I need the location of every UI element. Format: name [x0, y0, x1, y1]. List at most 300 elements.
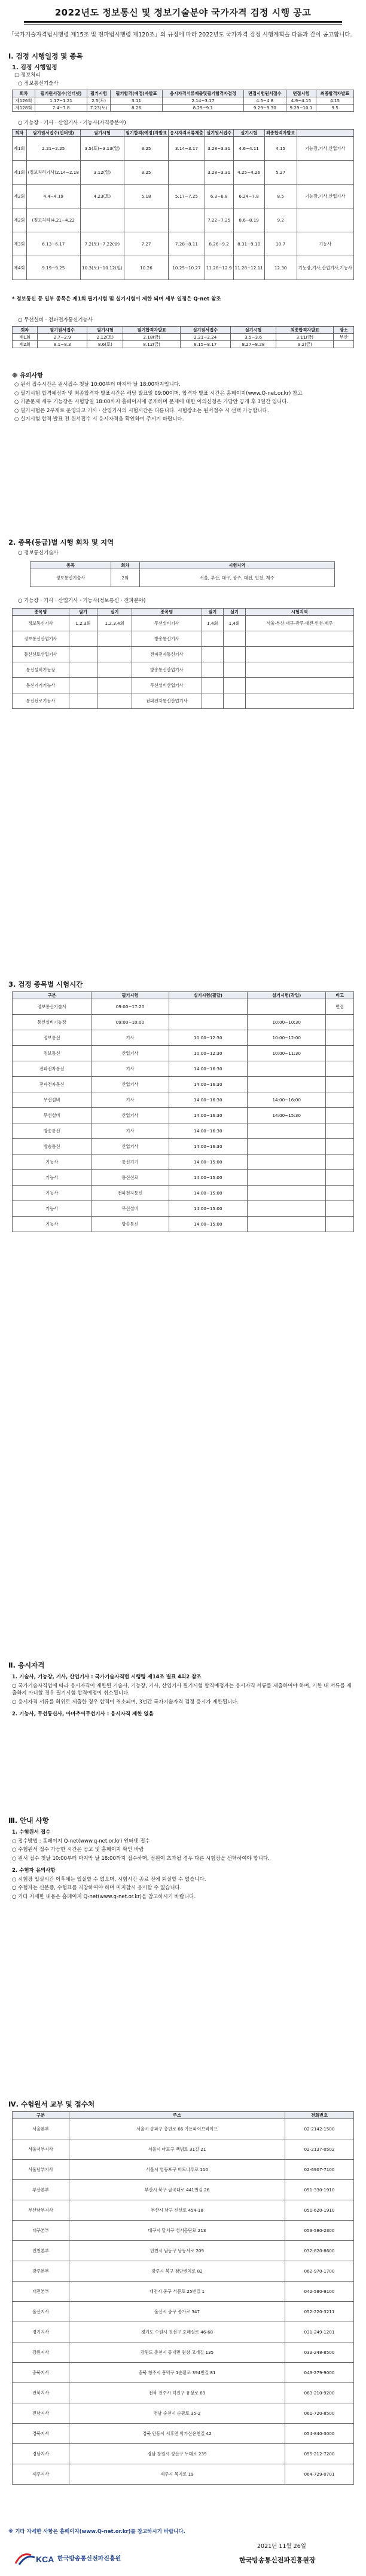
section-2-heading: 2. 종목(등급)별 시행 회차 및 지역 — [8, 538, 114, 546]
cell: 무선설비 — [13, 1108, 92, 1123]
list-item: ○ 필기시험 합격예정자 및 최종합격자 발표시간은 해당 발표일 09:00이며, 합격자 발표 시간은 홈페이지(www.Q-net.or.kr) 참고 — [14, 390, 303, 397]
regions-table-2 — [12, 608, 354, 709]
table-row — [13, 2464, 354, 2485]
cell: 정보통신산업기사 — [13, 631, 69, 647]
th: 필기합격(예정)자발표 — [111, 90, 163, 97]
table-row — [13, 2221, 354, 2241]
th: 회차 — [13, 90, 35, 97]
cell: 서울, 부산, 대구, 광주, 대전, 인천, 제주 — [139, 569, 334, 587]
cell: 9.29~10.1 — [286, 105, 316, 112]
cell: 2.7~2.9 — [37, 334, 87, 341]
cell — [169, 1015, 247, 1030]
infoproc-label: □ 정보처리 — [14, 72, 41, 78]
cell: 전파전자통신기사 — [132, 647, 202, 662]
cell: 제1회 — [13, 161, 27, 185]
table-row — [13, 341, 354, 348]
cell: 10:00~12:00 — [248, 1030, 326, 1046]
guide-detail: ○ 수험원서 접수 가능한 시간은 공고 및 홈페이지 확인 바람 — [12, 1847, 144, 1853]
table-row — [13, 662, 354, 678]
cell — [97, 662, 132, 678]
cell: 5.17~7.25 — [169, 185, 205, 208]
table-row — [13, 2342, 354, 2363]
cell — [202, 647, 224, 662]
cell: 8.29~9.1 — [162, 105, 243, 112]
kca-logo-icon — [13, 2549, 55, 2566]
cell: 6.13~6.17 — [26, 232, 81, 256]
cell — [326, 1046, 354, 1061]
cell — [326, 1186, 354, 1201]
section-5-heading: Ⅲ. 안내 사항 — [8, 1816, 49, 1825]
cell: 기능장,기사,산업기사,기능사 — [297, 256, 353, 280]
th: 필기시험 — [87, 90, 110, 97]
cell: 11.28~12.11 — [233, 256, 264, 280]
cell: 7.27 — [124, 232, 168, 256]
cell — [326, 1123, 354, 1139]
table-row — [13, 1139, 354, 1155]
table-row — [13, 185, 354, 208]
list-item: ○ 원서 접수시간은 원서접수 첫날 10:00부터 마지막 날 18:00까지입니다. — [14, 382, 181, 388]
th: 실기 — [224, 609, 246, 616]
cell: 전파전자통신 — [13, 1061, 92, 1077]
cell: 충북 청주시 흥덕구 1순환로 394번길 81 — [69, 2363, 285, 2383]
radio-schedule-table — [12, 326, 354, 348]
cell: 통신기기 — [92, 1155, 169, 1170]
cell: 4.25~4.26 — [233, 161, 264, 185]
cell: 10:00~10:30 — [248, 1015, 326, 1030]
cell: 통신설비기능장 — [13, 1015, 92, 1030]
cell: 인천시 남동구 남동서로 209 — [69, 2241, 285, 2261]
guide-detail: ○ 수험자는 신분증, 수험표를 지참하여야 하며 미지참시 응시할 수 없습니다. — [12, 1885, 182, 1891]
table-row — [13, 2241, 354, 2261]
th: 구분 — [13, 992, 92, 999]
cell: 기능사 — [297, 232, 353, 256]
cell: 정보통신기술사 — [30, 569, 111, 587]
th: 필기합격(예정)자발표 — [124, 130, 168, 137]
table-row — [13, 2180, 354, 2200]
cell: 1,2,3회 — [69, 616, 97, 631]
cell: 043-279-9000 — [285, 2363, 354, 2383]
cell: 충북지사 — [13, 2363, 69, 2383]
th: 회차 — [111, 562, 140, 569]
cell: 기능장,기사,산업기사 — [297, 185, 353, 208]
cell: 서울시 마포구 백범로 31길 21 — [69, 2139, 285, 2160]
cell — [97, 693, 132, 709]
cell: 서울본부 — [13, 2119, 69, 2139]
cell: 5.18 — [124, 185, 168, 208]
cell: 10.26 — [124, 256, 168, 280]
cell: 14:00~15:00 — [169, 1186, 247, 1201]
cell: 기사 — [92, 1092, 169, 1108]
cell: 대전시 중구 서문로 25번길 1 — [69, 2282, 285, 2302]
cell: 전북지사 — [13, 2383, 69, 2403]
table-row — [13, 1015, 354, 1030]
kca-logo — [13, 2548, 193, 2568]
cell — [248, 1155, 326, 1170]
table-row — [13, 1046, 354, 1061]
th: 면접시험원서접수 — [243, 90, 286, 97]
th: 실기시험 — [230, 327, 276, 334]
cell: 경남 창원시 성산구 두대로 239 — [69, 2444, 285, 2464]
cell: 031-249-1201 — [285, 2322, 354, 2342]
cell — [248, 1217, 326, 1232]
tech-note: * 정보통신 등 일부 종목은 제1회 필기시험 및 실기시험이 제한 되며 세부 일정은 Q-net 참조 — [12, 296, 221, 302]
th: 필기원서접수 — [37, 327, 87, 334]
radio-kind: ○ 무선설비 · 전파전자통신기능사 — [18, 317, 93, 323]
cell — [202, 678, 224, 693]
cell: 경기도 수원시 권선구 호매실로 46-68 — [69, 2322, 285, 2342]
th: 실기시험 — [233, 130, 264, 137]
table-row — [13, 2261, 354, 2282]
cell — [248, 999, 326, 1015]
cell: 무선설비 — [92, 1201, 169, 1217]
cell: 제1회 — [13, 334, 38, 341]
cell: 3.5~3.6 — [230, 334, 276, 341]
table-row — [13, 616, 354, 631]
guide-item-1: 1. 수험원서 접수 — [12, 1829, 51, 1835]
cell — [202, 693, 224, 709]
cell: 12.30 — [264, 256, 297, 280]
table-row — [13, 999, 354, 1015]
cell — [248, 1170, 326, 1186]
cell: 6.3~6.8 — [205, 185, 233, 208]
th: 필기시험 — [87, 327, 123, 334]
cell — [245, 662, 353, 678]
cell: 4.4~4.19 — [26, 185, 81, 208]
logo-org-text: 한국방송통신전파진흥원 — [57, 2556, 121, 2562]
guide-item-2: 2. 수험자 유의사항 — [12, 1868, 56, 1874]
th: 필기시험 — [81, 130, 124, 137]
th: 최종합격자발표 — [316, 90, 354, 97]
table-row — [13, 1217, 354, 1232]
th: 실기시험(필답) — [169, 992, 247, 999]
cell: 02-2137-0502 — [285, 2139, 354, 2160]
cell: 부산남부지사 — [13, 2200, 69, 2221]
cell — [169, 161, 205, 185]
cell: 정보통신기사 — [13, 616, 69, 631]
issuer-name: 한국방송통신전파진흥원장 — [239, 2556, 316, 2564]
th: 시험지역 — [245, 609, 353, 616]
table-row — [13, 2424, 354, 2444]
list-item: ○ 실기시험 합격 발표 전 원서접수 시 응시자격을 확인하여 주시기 바랍니다. — [14, 416, 184, 422]
cell: 정보통신 — [13, 1046, 92, 1061]
table-row — [13, 2444, 354, 2464]
cell — [224, 662, 246, 678]
cell — [124, 208, 168, 232]
section-4-heading: Ⅱ. 응시자격 — [8, 1661, 45, 1669]
cell: 3.12(일) — [81, 161, 124, 185]
cell: 054-840-3000 — [285, 2424, 354, 2444]
th: 응시자격서류제출및필기합격자결정 — [162, 90, 243, 97]
th: 종목 — [30, 562, 111, 569]
table-row — [13, 1170, 354, 1186]
cell: 면접 — [326, 999, 354, 1015]
table-row — [13, 647, 354, 662]
cell: 강원도 춘천시 동내면 원창 고개길 135 — [69, 2342, 285, 2363]
final-note: ※ 기타 자세한 사항은 홈페이지(www.Q-net.or.kr)를 참고하시기 바랍니다. — [8, 2529, 185, 2535]
title-rule — [24, 21, 342, 23]
cell: 전남지사 — [13, 2403, 69, 2424]
cell: 대전본부 — [13, 2282, 69, 2302]
cell: 8.31~9.10 — [233, 232, 264, 256]
cell: 032-820-8600 — [285, 2241, 354, 2261]
cell — [326, 1155, 354, 1170]
cell: 3.11 — [111, 97, 163, 105]
tech-kind: ○ 기능장 · 기사 · 산업기사 · 기능사(자격증분야) — [18, 120, 126, 126]
th: 응시자격서류제출 — [169, 130, 205, 137]
table-row — [13, 334, 354, 341]
cell: 14:00~15:30 — [248, 1108, 326, 1123]
office-table — [12, 2111, 354, 2485]
cell: 제4회 — [13, 256, 27, 280]
cell: 강원지사 — [13, 2342, 69, 2363]
cell: 7.28~8.11 — [169, 232, 205, 256]
table-row — [13, 208, 354, 232]
cell: 서울시 송파구 충민로 66 가든파이브라이프 — [69, 2119, 285, 2139]
cell: 7.22~7.25 — [205, 208, 233, 232]
cell: 무선설비 — [13, 1092, 92, 1108]
table-row — [13, 97, 354, 105]
cell: 052-220-3211 — [285, 2302, 354, 2322]
cell: 2회 — [111, 569, 140, 587]
cell — [326, 1061, 354, 1077]
cell: 인천본부 — [13, 2241, 69, 2261]
cell: 통신설비기능장 — [13, 662, 69, 678]
cell — [69, 662, 97, 678]
cell: 062-970-1700 — [285, 2261, 354, 2282]
list-item: ○ 필기시험은 2부제로 운영되고 기사 · 산업기사의 시험시간은 다릅니다. 시험장소는 원서접수 시 선택 가능합니다. — [14, 407, 269, 414]
cell — [326, 1015, 354, 1030]
cell: 전파전자통신산업기사 — [132, 693, 202, 709]
cell: 무선설비산업기사 — [132, 678, 202, 693]
cell: 제2회 — [13, 341, 38, 348]
cell: 14:00~15:00 — [169, 1155, 247, 1170]
cell: 기능장,기사,산업기사 — [297, 137, 353, 161]
cell: 1,4회 — [224, 616, 246, 631]
cell: 8.1~8.3 — [37, 341, 87, 348]
cell: 부산 — [334, 334, 354, 341]
svg-text:KCA: KCA — [36, 2554, 54, 2564]
cell: 14:00~16:00 — [248, 1092, 326, 1108]
table-row — [13, 693, 354, 709]
cell: 통신선로기능사 — [13, 693, 69, 709]
cell: 통신선로 — [92, 1170, 169, 1186]
th: 면접시험 — [286, 90, 316, 97]
cell: 8.12(금) — [123, 341, 181, 348]
table-row — [13, 678, 354, 693]
qualification-text — [12, 1674, 354, 1720]
cell: 5.27 — [264, 161, 297, 185]
cell: 통신선로산업기사 — [13, 647, 69, 662]
cell — [97, 678, 132, 693]
regions-kind-1: ○ 정보통신기술사 — [18, 550, 59, 556]
cell — [81, 208, 124, 232]
th-remark — [297, 130, 353, 137]
table-row — [13, 2160, 354, 2180]
cell: 14:00~16:30 — [169, 1123, 247, 1139]
cell: 1,2,3,4회 — [97, 616, 132, 631]
cell: 14:00~16:30 — [169, 1077, 247, 1092]
cell — [334, 341, 354, 348]
cell: 방송통신 — [13, 1139, 92, 1155]
table-row — [13, 137, 354, 161]
notes-list — [14, 381, 353, 425]
cell: 9.2 — [264, 208, 297, 232]
cell: 14:00~15:00 — [169, 1170, 247, 1186]
th: 회차 — [13, 130, 27, 137]
cell — [326, 1170, 354, 1186]
cell: 제주시 복지로 19 — [69, 2464, 285, 2485]
cell: 061-720-8500 — [285, 2403, 354, 2424]
cell: 제2회 — [13, 185, 27, 208]
qualification-item-2: 2. 기능사, 무선통신사, 아마추어무선기사 : 응시자격 제한 없음 — [12, 1711, 154, 1717]
cell: 10.3(토)~10.12(일) — [81, 256, 124, 280]
cell: 8.6~8.19 — [233, 208, 264, 232]
table-row — [13, 1155, 354, 1170]
cell: 9.29~9.30 — [243, 105, 286, 112]
table-row — [13, 2383, 354, 2403]
th: 회차 — [13, 327, 38, 334]
cell — [245, 647, 353, 662]
th: 장소 — [334, 327, 354, 334]
cell: 1,4회 — [202, 616, 224, 631]
cell: 부산시 북구 금곡대로 441번길 26 — [69, 2180, 285, 2200]
tech-schedule-table — [12, 129, 354, 280]
cell — [202, 631, 224, 647]
cell: 14:00~16:30 — [169, 1139, 247, 1155]
cell — [245, 678, 353, 693]
cell — [326, 1092, 354, 1108]
th: 구분 — [13, 2112, 69, 2119]
cell: 053-580-2300 — [285, 2221, 354, 2241]
cell: 경북지사 — [13, 2424, 69, 2444]
cell: 033-248-8500 — [285, 2342, 354, 2363]
cell: 14:00~15:00 — [169, 1201, 247, 1217]
table-row — [13, 2322, 354, 2342]
guide-detail: ○ 원서 접수 첫날 10:00부터 마지막 날 18:00까지 접수하며, 정원이 초과될 경우 다른 시험장을 선택하여야 합니다. — [12, 1855, 270, 1862]
qualification-item-1: 1. 기술사, 기능장, 기사, 산업기사 : 국가기술자격법 시행령 제14조 별표 4의2 참조 — [12, 1674, 202, 1680]
section-6-heading: Ⅳ. 수험원서 교부 및 접수처 — [8, 2100, 95, 2108]
cell: 051-620-1910 — [285, 2200, 354, 2221]
cell — [326, 1201, 354, 1217]
notice-date: 2021년 11월 26일 — [257, 2543, 306, 2550]
table-row — [13, 2139, 354, 2160]
cell: 1.17~1.21 — [35, 97, 87, 105]
cell: 4.15 — [316, 97, 354, 105]
cell: 무선설비기사 — [132, 616, 202, 631]
table-row — [13, 631, 354, 647]
cell: 기능사 — [13, 1155, 92, 1170]
cell — [326, 1108, 354, 1123]
cell: 2.18(금) — [123, 334, 181, 341]
cell: 울산지사 — [13, 2302, 69, 2322]
table-row — [13, 1108, 354, 1123]
regions-table-1 — [30, 561, 335, 587]
cell: 7.4~7.8 — [35, 105, 87, 112]
exam-time-table — [12, 991, 354, 1232]
intro-text: 「국가기술자격법시행령 제15조 및 전파법시행령 제120조」의 규정에 따라 2022년도 국가자격 검정 시행계획을 다음과 같이 공고합니다. — [8, 32, 352, 38]
cell: 9.5 — [316, 105, 354, 112]
cell: 051-330-1910 — [285, 2180, 354, 2200]
cell: 제주지사 — [13, 2464, 69, 2485]
table-row — [13, 1123, 354, 1139]
cell: 울산시 중구 종가로 347 — [69, 2302, 285, 2322]
cell — [69, 647, 97, 662]
cell: 14:00~16:30 — [169, 1061, 247, 1077]
th: 필기 — [202, 609, 224, 616]
cell — [248, 1139, 326, 1155]
cell: 10:00~12:30 — [169, 1046, 247, 1061]
cell: 방송통신 — [92, 1217, 169, 1232]
cell: 14:00~16:30 — [169, 1092, 247, 1108]
cell: 서울서부지사 — [13, 2139, 69, 2160]
table-row — [13, 1186, 354, 1201]
cell — [202, 662, 224, 678]
qualification-detail-1: ○ 국가기술자격법에 따라 응시자격이 제한된 기술사, 기능장, 기사, 산업기사 필기시험 합격예정자는 응시자격 서류를 제출하여야 하며, 기한 내 서류를 제출하지 아니할 경우 필기시험 합격예정이 취소됩니다. — [12, 1682, 352, 1696]
cell — [248, 1061, 326, 1077]
cell: 14:00~16:30 — [169, 1108, 247, 1123]
th: 종목명 — [132, 609, 202, 616]
cell — [224, 678, 246, 693]
cell: 방송통신기사 — [132, 631, 202, 647]
cell: 부산시 남구 신선로 454-18 — [69, 2200, 285, 2221]
section-1-heading: Ⅰ. 검정 시행일정 및 종목 — [8, 52, 83, 60]
th: 시험지역 — [139, 562, 334, 569]
cell — [248, 1123, 326, 1139]
guide-detail: ○ 접수방법 : 홈페이지 Q-net(www.q-net.or.kr) 인터넷 접수 — [12, 1838, 150, 1844]
cell: 10:00~12:30 — [169, 1030, 247, 1046]
th: 실기원서접수 — [181, 327, 230, 334]
cell: 055-212-7200 — [285, 2444, 354, 2464]
cell: 기능사 — [13, 1186, 92, 1201]
cell — [248, 1186, 326, 1201]
cell — [245, 631, 353, 647]
cell: 기능사 — [13, 1217, 92, 1232]
cell: 8.27~8.28 — [230, 341, 276, 348]
cell — [169, 208, 205, 232]
cell: 09:00~10:00 — [92, 1015, 169, 1030]
cell — [245, 693, 353, 709]
guide-detail: ○ 기타 자세한 내용은 홈페이지 Q-net(www.q-net.or.kr)을 참고하시기 바랍니다. — [12, 1893, 196, 1900]
table-row — [13, 1030, 354, 1046]
cell: 방송통신 — [13, 1123, 92, 1139]
guide-detail: ○ 시험장 입실시간 이후에는 입실할 수 없으며, 시험시간 종료 전에 퇴실할 수 없습니다. — [12, 1876, 206, 1883]
table-row — [13, 2282, 354, 2302]
cell — [326, 1077, 354, 1092]
cell: 서울·부산·대구·광주·대전·인천·제주 — [245, 616, 353, 631]
cell: 4.6~4.11 — [233, 137, 264, 161]
cell: 기능사 — [13, 1170, 92, 1186]
th: 필기시험 — [92, 992, 169, 999]
table-row — [13, 2363, 354, 2383]
th: 종목명 — [13, 609, 69, 616]
th: 필기 — [69, 609, 97, 616]
cell: (정보처리기사)2.14~2.18 — [26, 161, 81, 185]
infoproc-table — [12, 90, 354, 112]
th: 실기시험(작업) — [248, 992, 326, 999]
cell: 서울시 영등포구 버드나루로 110 — [69, 2160, 285, 2180]
cell: 9.2(금) — [276, 341, 334, 348]
cell: 전남 순천시 순광로 35-2 — [69, 2403, 285, 2424]
cell: 063-210-9200 — [285, 2383, 354, 2403]
table-row — [13, 1092, 354, 1108]
th: 비고 — [326, 992, 354, 999]
cell — [248, 1201, 326, 1217]
list-item: ○ 기준문제 세부 기능장은 시험당일 18:00까지 홈페이지에 공개하며 문제에 대한 이의신청은 가답안 공개 후 3일간 입니다. — [14, 399, 289, 405]
table-row — [13, 2302, 354, 2322]
cell: 제1회 — [13, 137, 27, 161]
cell — [69, 631, 97, 647]
th: 필기원서접수(인터넷) — [35, 90, 87, 97]
